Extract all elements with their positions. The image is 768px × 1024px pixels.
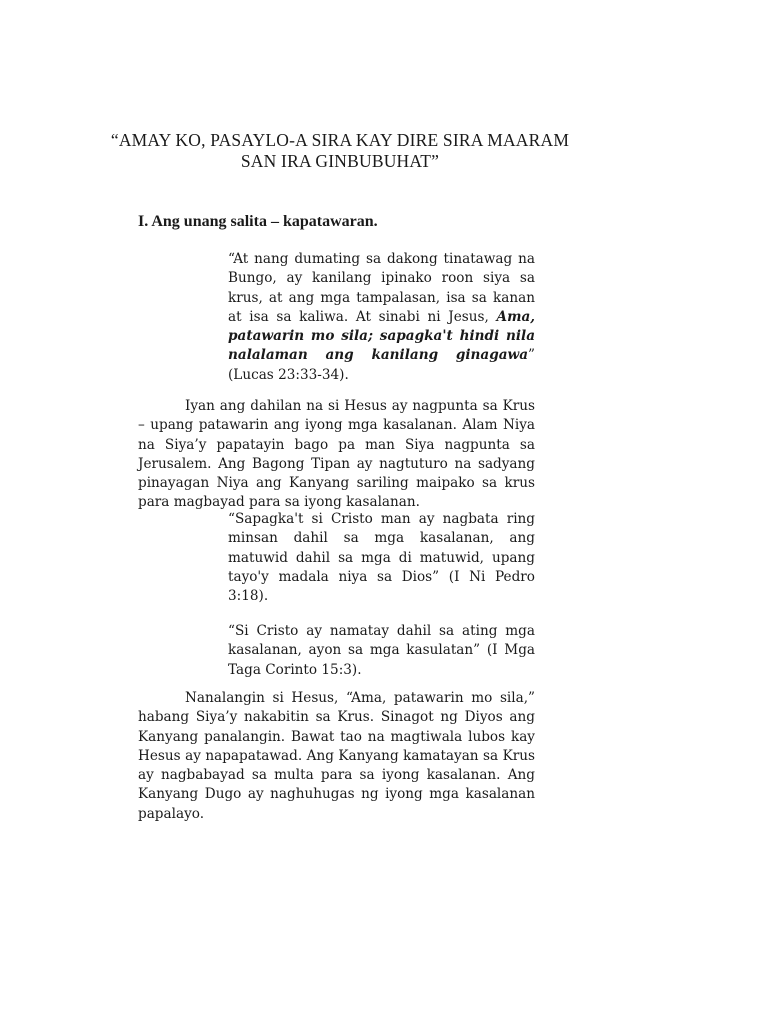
scripture-quote-corinto: “Si Cristo ay namatay dahil sa ating mga kasalanan, ayon sa mga kasulatan” (I Mga Taga Corinto 15:3). — [228, 623, 535, 678]
quote-text-end: ” (Lucas 23:33-34). — [228, 347, 535, 383]
scripture-quote-lucas — [228, 250, 535, 385]
quote-text-start: “At nang dumating sa dakong tinatawag na Bungo, ay kanilang ipinako roon siya sa krus, at ang mga tampalasan, isa sa kanan at isa sa kaliwa. At sinabi ni Jesus, — [228, 251, 535, 325]
body-paragraph-2: Nanalangin si Hesus, “Ama, patawarin mo sila,” habang Siya’y nakabitin sa Krus. Sinagot ng Diyos ang Kanyang panalangin. Bawat tao na magtiwala lubos kay Hesus ay napapatawad. Ang Kanyang kamatayan sa Krus ay nagbabayad sa multa para sa iyong kasalanan. Ang Kanyang Dugo ay naghuhugas ng iyong mga kasalanan papalayo. — [138, 690, 535, 822]
title-line-2: SAN IRA GINBUBUHAT” — [240, 151, 440, 171]
quote-emphasis: Ama, patawarin mo sila; sapagka't hindi nila nalalaman ang kanilang ginagawa — [228, 308, 535, 364]
body-paragraph-1: Iyan ang dahilan na si Hesus ay nagpunta sa Krus – upang patawarin ang iyong mga kasalanan. Alam Niya na Siya’y papatayin bago pa man Siya nagpunta sa Jerusalem. Ang Bagong Tipan ay nagtuturo na sadyang pinayagan Niya ang Kanyang sariling maipako sa krus para magbayad para sa iyong kasalanan. — [138, 398, 535, 511]
title-line-1: “AMAY KO, PASAYLO-A SIRA KAY DIRE SIRA MAARAM — [110, 130, 570, 150]
document-title — [60, 130, 620, 172]
scripture-quote-pedro: “Sapagka't si Cristo man ay nagbata ring minsan dahil sa mga kasalanan, ang matuwid dahil sa mga di matuwid, upang tayo'y madala niya sa Dios” (I Ni Pedro 3:18). — [228, 511, 535, 605]
section-heading: I. Ang unang salita – kapatawaran. — [138, 213, 378, 230]
